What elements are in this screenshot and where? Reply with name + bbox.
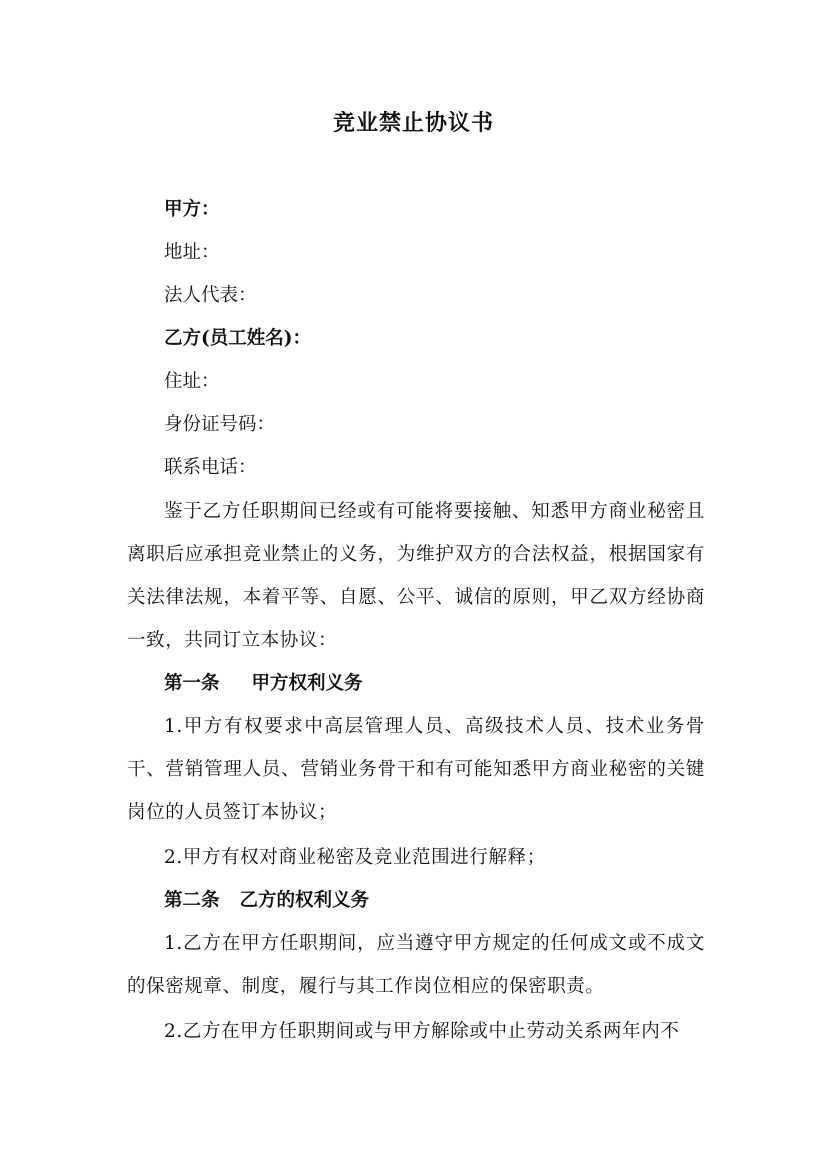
article1-clause2: 2.甲方有权对商业秘密及竞业范围进行解释； (164, 847, 546, 868)
party-b-id-label: 身份证号码： (164, 414, 276, 435)
article1-number: 第一条 (164, 673, 220, 694)
document-title: 竞业禁止协议书 (332, 110, 494, 136)
party-b-phone-label: 联系电话： (164, 457, 257, 478)
party-a-address-label: 地址： (164, 242, 220, 263)
party-b-residence-label: 住址： (164, 371, 220, 392)
article2-title: 乙方的权利义务 (239, 890, 370, 911)
article2-clause1: 1.乙方在甲方任职期间，应当遵守甲方规定的任何成文或不成文的保密规章、制度，履行与其工作岗位相应的保密职责。 (127, 933, 705, 997)
party-a-label: 甲方： (164, 199, 220, 220)
party-b-label: 乙方(员工姓名)： (164, 328, 312, 349)
party-a-legal-rep-label: 法人代表： (164, 285, 257, 306)
article2-number: 第二条 (164, 890, 220, 911)
article1-title: 甲方权利义务 (251, 673, 363, 694)
article1-clause1: 1.甲方有权要求中高层管理人员、高级技术人员、技术业务骨干、营销管理人员、营销业务骨干和有可能知悉甲方商业秘密的关键岗位的人员签订本协议； (127, 716, 705, 823)
preamble-paragraph: 鉴于乙方任职期间已经或有可能将要接触、知悉甲方商业秘密且离职后应承担竞业禁止的义务，为维护双方的合法权益，根据国家有关法律法规，本着平等、自愿、公平、诚信的原则，甲乙双方经协商一致，共同订立本协议： (127, 501, 705, 651)
article2-clause2: 2.乙方在甲方任职期间或与甲方解除或中止劳动关系两年内不 (164, 1021, 680, 1042)
article1-heading (164, 670, 744, 698)
article2-heading (164, 887, 744, 915)
